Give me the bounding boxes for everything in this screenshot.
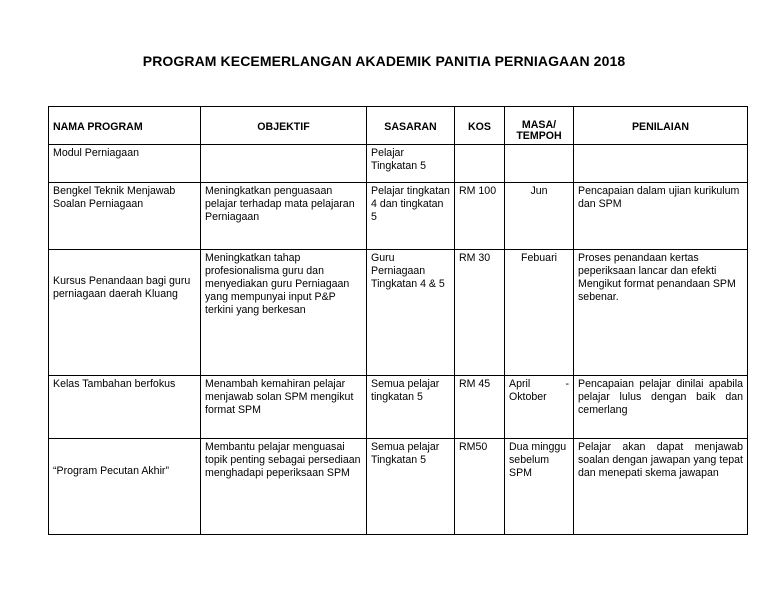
cell-objektif [201,145,367,183]
cell-nama-program: “Program Pecutan Akhir” [49,439,201,535]
table-row [49,250,748,376]
cell-nama-program: Kelas Tambahan berfokus [49,376,201,439]
cell-masa: April - Oktober [505,376,574,439]
header-masa-tempoh [505,107,574,145]
table-header-row [49,107,748,145]
table-row [49,145,748,183]
header-penilaian: PENILAIAN [574,107,748,145]
cell-kos: RM 45 [455,376,505,439]
document-title: PROGRAM KECEMERLANGAN AKADEMIK PANITIA PERNIAGAAN 2018 [142,53,626,69]
cell-nama-program: Kursus Penandaan bagi guru perniagaan daerah Kluang [49,250,201,376]
cell-penilaian [574,145,748,183]
header-masa-line1: MASA/ [521,119,557,131]
table-row [49,439,748,535]
header-nama-program: NAMA PROGRAM [49,107,201,145]
cell-sasaran: Pelajar tingkatan 4 dan tingkatan 5 [367,183,455,250]
cell-objektif: Membantu pelajar menguasai topik penting sebagai persediaan menghadapi peperiksaan SPM [201,439,367,535]
cell-objektif: Menambah kemahiran pelajar menjawab solan SPM mengikut format SPM [201,376,367,439]
cell-kos: RM 30 [455,250,505,376]
cell-objektif: Meningkatkan tahap profesionalisma guru dan menyediakan guru Perniagaan yang mempunyai input P&P terkini yang berkesan [201,250,367,376]
cell-nama-program: Modul Perniagaan [49,145,201,183]
cell-penilaian: Pelajar akan dapat menjawab soalan dengan jawapan yang tepat dan menepati skema jawapan [574,439,748,535]
cell-masa: Dua minggu sebelum SPM [505,439,574,535]
header-objektif: OBJEKTIF [201,107,367,145]
table-row [49,183,748,250]
cell-kos: RM50 [455,439,505,535]
header-kos: KOS [455,107,505,145]
cell-sasaran: Guru Perniagaan Tingkatan 4 & 5 [367,250,455,376]
program-table [48,106,748,535]
cell-sasaran: Semua pelajar Tingkatan 5 [367,439,455,535]
cell-penilaian: Proses penandaan kertas peperiksaan lancar dan efekti Mengikut format penandaan SPM sebenar. [574,250,748,376]
cell-sasaran: Pelajar Tingkatan 5 [367,145,455,183]
table-row [49,376,748,439]
cell-masa: Jun [505,183,574,250]
header-masa-line2: TEMPOH [516,130,562,142]
cell-kos [455,145,505,183]
cell-masa [505,145,574,183]
header-sasaran: SASARAN [367,107,455,145]
cell-nama-program: Bengkel Teknik Menjawab Soalan Perniagaan [49,183,201,250]
cell-penilaian: Pencapaian pelajar dinilai apabila pelajar lulus dengan baik dan cemerlang [574,376,748,439]
cell-kos: RM 100 [455,183,505,250]
cell-sasaran: Semua pelajar tingkatan 5 [367,376,455,439]
cell-objektif: Meningkatkan penguasaan pelajar terhadap mata pelajaran Perniagaan [201,183,367,250]
cell-masa: Febuari [505,250,574,376]
cell-penilaian: Pencapaian dalam ujian kurikulum dan SPM [574,183,748,250]
